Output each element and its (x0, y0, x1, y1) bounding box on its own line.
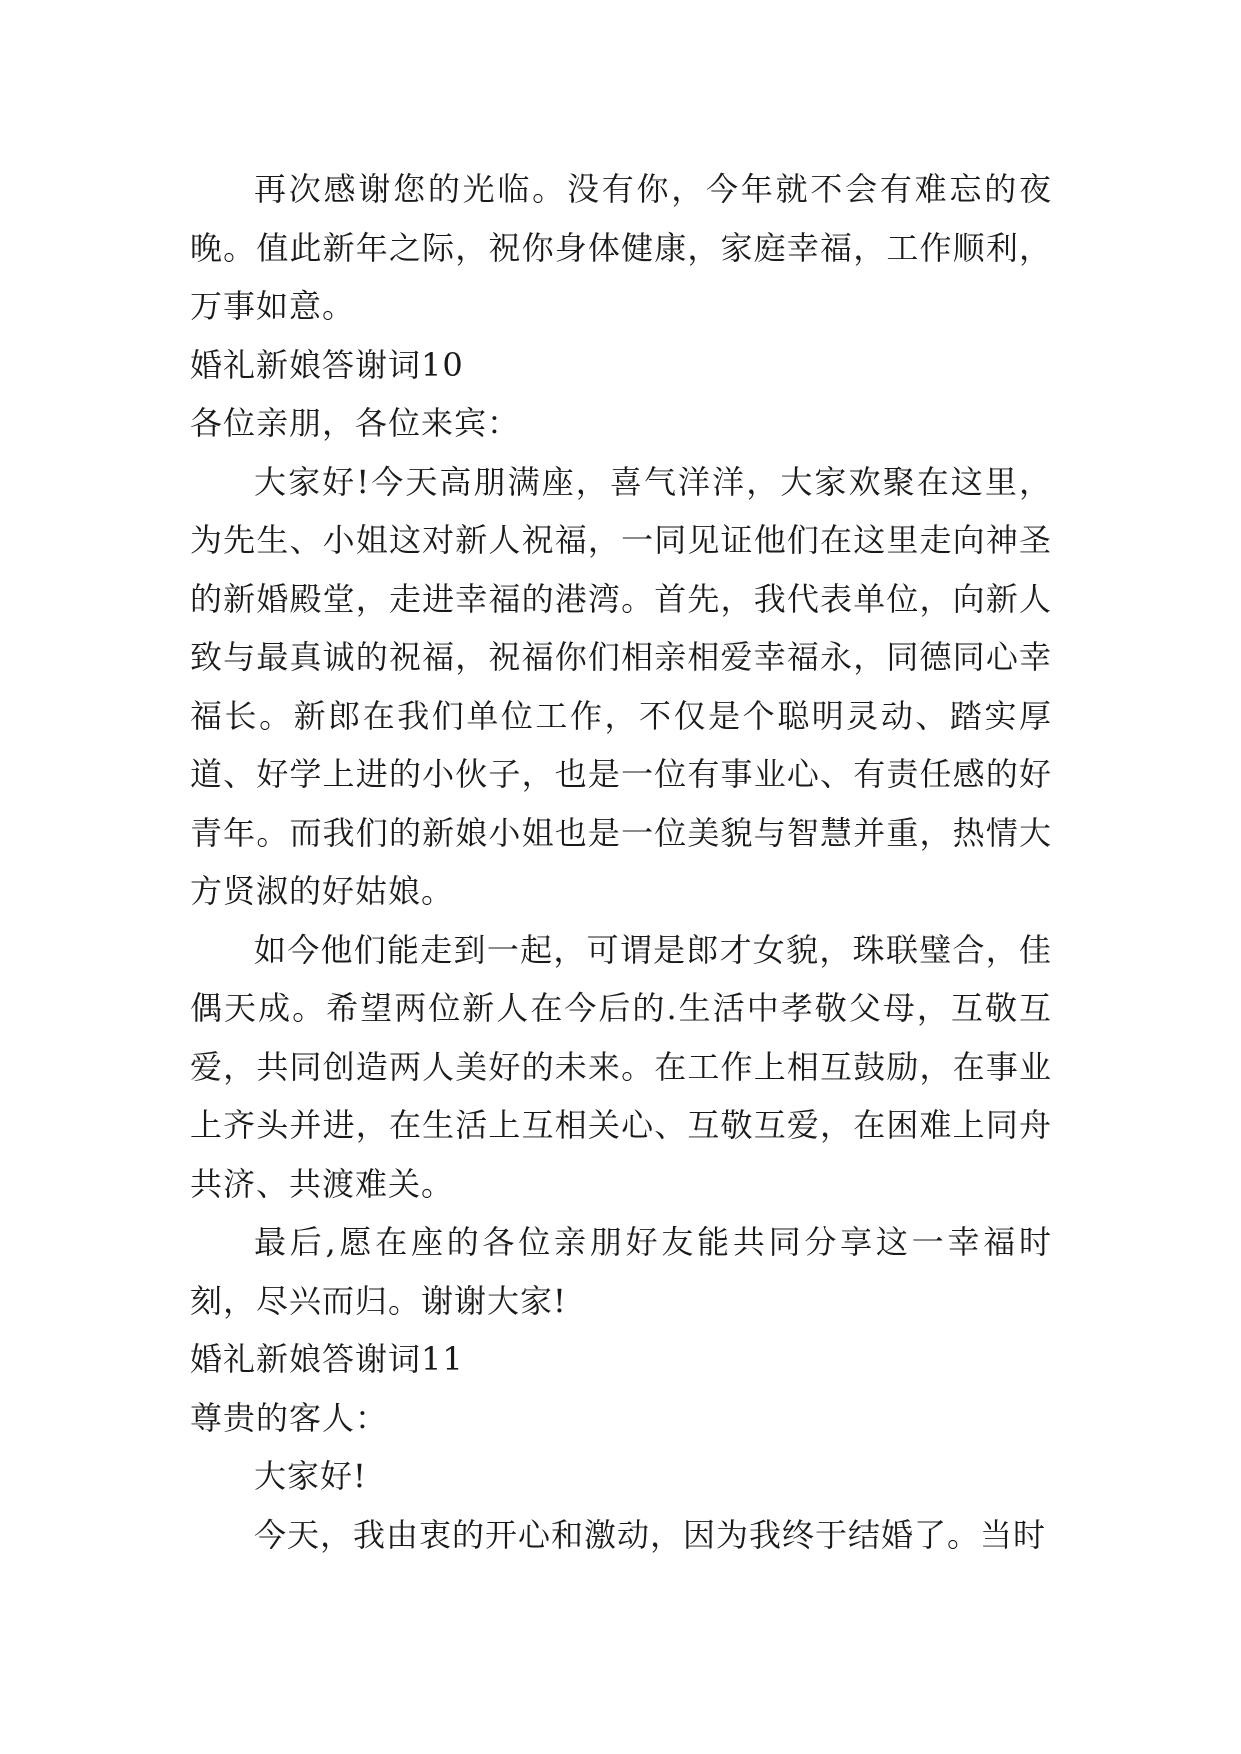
body-paragraph: 大家好!今天高朋满座，喜气洋洋，大家欢聚在这里，为先生、小姐这对新人祝福，一同见证他们在这里走向神圣的新婚殿堂，走进幸福的港湾。首先，我代表单位，向新人致与最真诚的祝福，祝福你们相亲相爱幸福永，同德同心幸福长。新郎在我们单位工作，不仅是个聪明灵动、踏实厚道、好学上进的小伙子，也是一位有事业心、有责任感的好青年。而我们的新娘小姐也是一位美貌与智慧并重，热情大方贤淑的好姑娘。 (190, 462, 1052, 910)
greeting-line: 大家好! (254, 1457, 367, 1495)
salutation: 各位亲朋，各位来宾： (190, 404, 521, 442)
body-paragraph: 如今他们能走到一起，可谓是郎才女貌，珠联璧合，佳偶天成。希望两位新人在今后的.生活中孝敬父母，互敬互爱，共同创造两人美好的未来。在工作上相互鼓励，在事业上齐头并进，在生活上互相关心、互敬互爱，在困难上同舟共济、共渡难关。 (190, 930, 1052, 1203)
closing-paragraph: 再次感谢您的光临。没有你，今年就不会有难忘的夜晚。值此新年之际，祝你身体健康，家庭幸福，工作顺利，万事如意。 (190, 170, 1052, 325)
section-heading: 婚礼新娘答谢词11 (190, 1340, 464, 1378)
body-paragraph: 最后,愿在座的各位亲朋好友能共同分享这一幸福时刻，尽兴而归。谢谢大家! (190, 1223, 1052, 1320)
section-heading: 婚礼新娘答谢词10 (190, 345, 464, 384)
body-paragraph: 今天，我由衷的开心和激动，因为我终于结婚了。当时 (254, 1515, 1047, 1554)
salutation: 尊贵的客人： (190, 1398, 389, 1437)
document-body (190, 160, 1052, 1564)
